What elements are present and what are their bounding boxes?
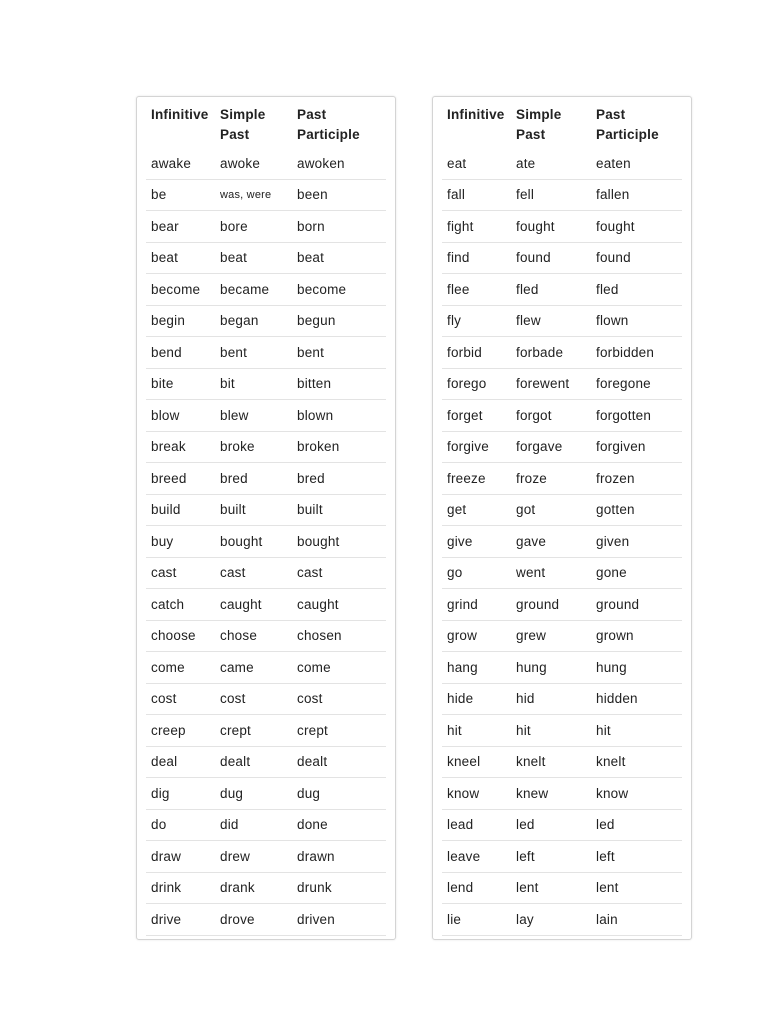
table-row [146,715,386,747]
cell-infinitive: draw [146,841,215,873]
cell-infinitive: choose [146,620,215,652]
table-row [146,149,386,179]
cell-infinitive: bear [146,211,215,243]
cell-infinitive: hit [442,715,511,747]
cell-infinitive: give [442,526,511,558]
table-row [442,463,682,495]
cell-simple-past: drank [215,872,292,904]
table-row [146,400,386,432]
cell-past-participle: cast [292,557,386,589]
table-row [442,274,682,306]
table-row [146,652,386,684]
cell-past-participle: bent [292,337,386,369]
cell-infinitive: come [146,652,215,684]
cell-past-participle: caught [292,589,386,621]
cell-simple-past: bought [215,526,292,558]
table-row [146,526,386,558]
cell-past-participle: hung [591,652,682,684]
table-row [146,179,386,211]
cell-simple-past: ate [511,149,591,179]
cell-simple-past: went [511,557,591,589]
cell-simple-past: lent [511,872,591,904]
table-row [442,841,682,873]
cell-past-participle: bought [292,526,386,558]
table-row [146,431,386,463]
header-infinitive: Infinitive [151,107,209,122]
cell-infinitive: break [146,431,215,463]
table-row [442,872,682,904]
cell-past-participle: awoken [292,149,386,179]
cell-simple-past: drove [215,904,292,936]
cell-past-participle: gotten [591,494,682,526]
cell-simple-past: was, were [215,179,292,211]
table-row [146,589,386,621]
cell-past-participle: driven [292,904,386,936]
table-row [146,305,386,337]
cell-past-participle: ground [591,589,682,621]
cell-past-participle: blown [292,400,386,432]
cell-simple-past: knelt [511,746,591,778]
cell-past-participle: foregone [591,368,682,400]
cell-past-participle: hit [591,715,682,747]
cell-infinitive: go [442,557,511,589]
cell-past-participle: flown [591,305,682,337]
table-row [146,904,386,936]
table-row [442,149,682,179]
cell-simple-past: became [215,274,292,306]
cell-simple-past: did [215,809,292,841]
cell-simple-past: bit [215,368,292,400]
cell-simple-past: hit [511,715,591,747]
cell-simple-past: bore [215,211,292,243]
cell-past-participle: gone [591,557,682,589]
cell-past-participle: broken [292,431,386,463]
cell-infinitive: freeze [442,463,511,495]
cell-simple-past: led [511,809,591,841]
cell-past-participle: forgiven [591,431,682,463]
cell-past-participle: grown [591,620,682,652]
cell-infinitive: forget [442,400,511,432]
cell-simple-past: fought [511,211,591,243]
cell-past-participle: fled [591,274,682,306]
table-row [146,274,386,306]
cell-simple-past: forgave [511,431,591,463]
cell-infinitive: forgive [442,431,511,463]
cell-simple-past: forbade [511,337,591,369]
cell-simple-past: forgot [511,400,591,432]
cell-simple-past: caught [215,589,292,621]
cell-past-participle: left [591,841,682,873]
table-row [442,400,682,432]
table-row [146,211,386,243]
cell-past-participle: become [292,274,386,306]
cell-simple-past: hid [511,683,591,715]
cell-simple-past: blew [215,400,292,432]
cell-past-participle: hidden [591,683,682,715]
cell-simple-past: ground [511,589,591,621]
table-row [442,620,682,652]
cell-past-participle: dug [292,778,386,810]
table-row [442,431,682,463]
cell-past-participle: bred [292,463,386,495]
cell-past-participle: knelt [591,746,682,778]
cell-infinitive: leave [442,841,511,873]
cell-past-participle: eaten [591,149,682,179]
cell-infinitive: find [442,242,511,274]
cell-past-participle: chosen [292,620,386,652]
header-simple-past: Simple Past [220,107,266,142]
cell-past-participle: drawn [292,841,386,873]
table-row [146,494,386,526]
cell-simple-past: fell [511,179,591,211]
cell-infinitive: build [146,494,215,526]
table-row [146,841,386,873]
cell-simple-past: crept [215,715,292,747]
cell-simple-past: froze [511,463,591,495]
table-row [442,337,682,369]
cell-simple-past: fled [511,274,591,306]
cell-infinitive: lend [442,872,511,904]
cell-past-participle: fought [591,211,682,243]
cell-past-participle: done [292,809,386,841]
header-simple-past: Simple Past [516,107,562,142]
cell-simple-past: began [215,305,292,337]
cell-infinitive: forbid [442,337,511,369]
cell-infinitive: bend [146,337,215,369]
table-row [442,494,682,526]
cell-simple-past: dug [215,778,292,810]
cell-infinitive: drive [146,904,215,936]
table-row [146,242,386,274]
table-row [442,715,682,747]
cell-past-participle: found [591,242,682,274]
table-row [146,337,386,369]
header-infinitive: Infinitive [447,107,505,122]
cell-infinitive: blow [146,400,215,432]
cell-simple-past: cast [215,557,292,589]
cell-simple-past: got [511,494,591,526]
cell-infinitive: deal [146,746,215,778]
cell-simple-past: forewent [511,368,591,400]
cell-past-participle: forbidden [591,337,682,369]
table-row [146,620,386,652]
table-row [146,463,386,495]
table-row [146,778,386,810]
cell-infinitive: fly [442,305,511,337]
cell-simple-past: came [215,652,292,684]
cell-simple-past: hung [511,652,591,684]
cell-past-participle: forgotten [591,400,682,432]
table-row [442,652,682,684]
header-past-participle: Past Participle [297,107,360,142]
cell-infinitive: creep [146,715,215,747]
cell-simple-past: cost [215,683,292,715]
cell-simple-past: bent [215,337,292,369]
cell-infinitive: flee [442,274,511,306]
cell-simple-past: lay [511,904,591,936]
verb-table-card-right [432,96,692,940]
cell-simple-past: found [511,242,591,274]
table-row [442,179,682,211]
cell-past-participle: come [292,652,386,684]
table-row [442,589,682,621]
cell-past-participle: dealt [292,746,386,778]
cell-infinitive: know [442,778,511,810]
table-row [146,809,386,841]
cell-past-participle: led [591,809,682,841]
cell-infinitive: begin [146,305,215,337]
cell-infinitive: awake [146,149,215,179]
verb-table-right [442,103,682,936]
table-row [146,746,386,778]
table-row [442,526,682,558]
cell-infinitive: be [146,179,215,211]
table-row [442,368,682,400]
cell-simple-past: left [511,841,591,873]
table-row [442,211,682,243]
cell-simple-past: beat [215,242,292,274]
cell-simple-past: bred [215,463,292,495]
cell-infinitive: hang [442,652,511,684]
cell-simple-past: flew [511,305,591,337]
table-row [442,746,682,778]
cell-infinitive: fight [442,211,511,243]
table-row [146,368,386,400]
cell-past-participle: beat [292,242,386,274]
cell-simple-past: knew [511,778,591,810]
cell-simple-past: built [215,494,292,526]
cell-past-participle: crept [292,715,386,747]
cell-infinitive: get [442,494,511,526]
cell-infinitive: fall [442,179,511,211]
table-row [442,809,682,841]
cell-past-participle: born [292,211,386,243]
cell-infinitive: become [146,274,215,306]
cell-infinitive: breed [146,463,215,495]
cell-infinitive: catch [146,589,215,621]
cell-past-participle: lain [591,904,682,936]
cell-simple-past: awoke [215,149,292,179]
cell-past-participle: built [292,494,386,526]
cell-simple-past: dealt [215,746,292,778]
cell-past-participle: know [591,778,682,810]
cell-infinitive: eat [442,149,511,179]
table-row [442,557,682,589]
cell-past-participle: drunk [292,872,386,904]
cell-infinitive: grind [442,589,511,621]
cell-past-participle: given [591,526,682,558]
table-row [442,305,682,337]
table-header-row [146,103,386,149]
cell-past-participle: cost [292,683,386,715]
cell-infinitive: cast [146,557,215,589]
cell-past-participle: begun [292,305,386,337]
table-row [146,683,386,715]
table-row [442,778,682,810]
cell-infinitive: buy [146,526,215,558]
cell-past-participle: fallen [591,179,682,211]
cell-infinitive: hide [442,683,511,715]
cell-infinitive: drink [146,872,215,904]
table-header-row [442,103,682,149]
cell-simple-past: chose [215,620,292,652]
cell-past-participle: bitten [292,368,386,400]
verb-table-card-left [136,96,396,940]
table-row [442,904,682,936]
cell-infinitive: beat [146,242,215,274]
cell-past-participle: been [292,179,386,211]
cell-infinitive: kneel [442,746,511,778]
header-past-participle: Past Participle [596,107,659,142]
cell-infinitive: lead [442,809,511,841]
cell-infinitive: do [146,809,215,841]
cell-infinitive: bite [146,368,215,400]
cell-simple-past: gave [511,526,591,558]
cell-simple-past: broke [215,431,292,463]
cell-infinitive: cost [146,683,215,715]
cell-infinitive: dig [146,778,215,810]
cell-past-participle: lent [591,872,682,904]
table-row [442,683,682,715]
table-row [146,557,386,589]
cell-past-participle: frozen [591,463,682,495]
verb-table-left [146,103,386,936]
table-row [146,872,386,904]
cell-infinitive: grow [442,620,511,652]
table-row [442,242,682,274]
cell-infinitive: forego [442,368,511,400]
cell-infinitive: lie [442,904,511,936]
cell-simple-past: drew [215,841,292,873]
cell-simple-past: grew [511,620,591,652]
